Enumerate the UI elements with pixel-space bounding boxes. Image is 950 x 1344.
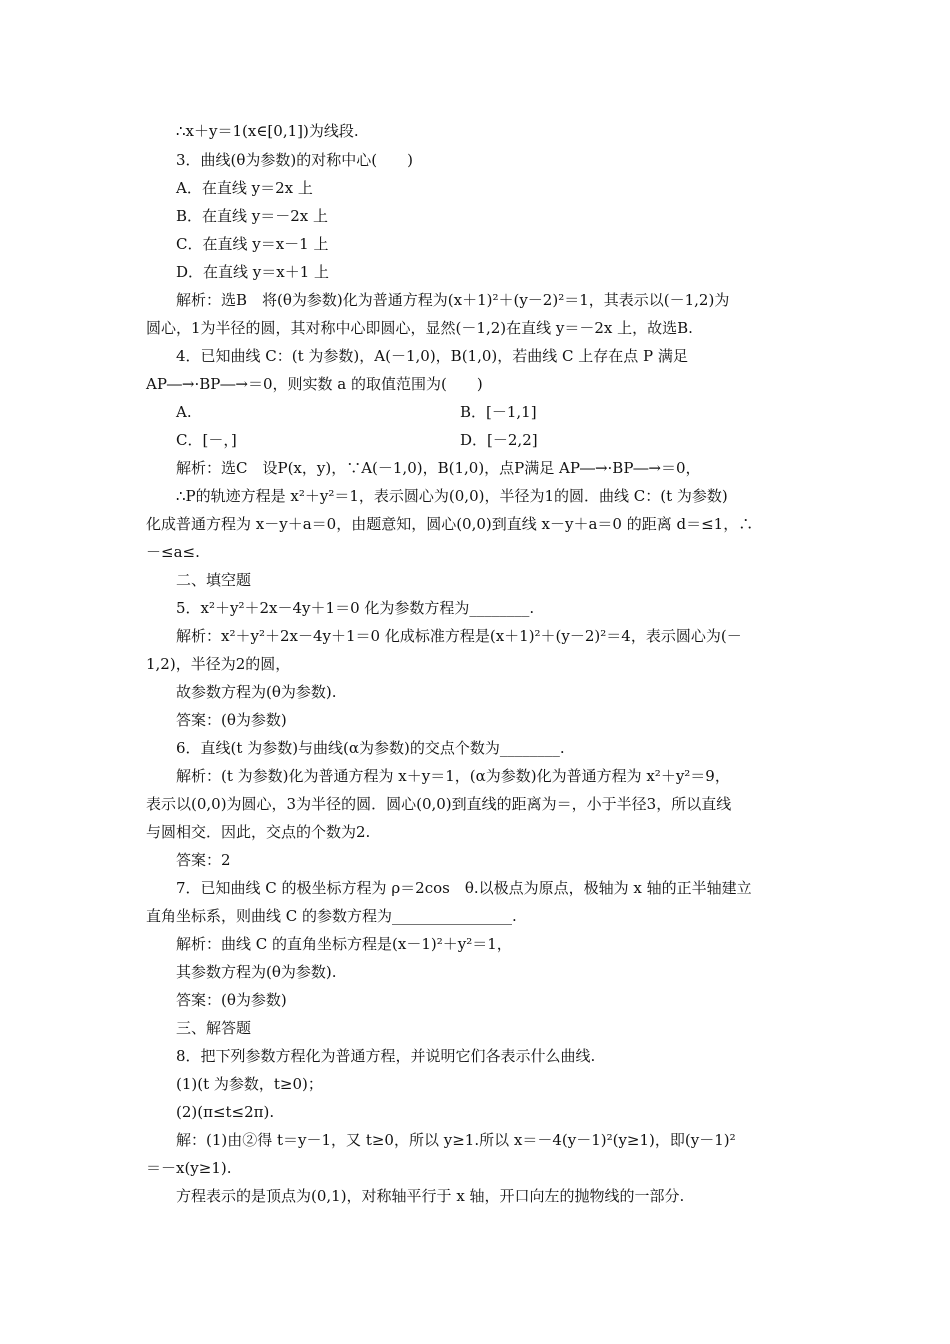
option-c: C．在直线 y＝x－1 上 [176,235,329,253]
question-4-cont: AP―→·BP―→＝0，则实数 a 的取值范围为( ) [146,375,483,393]
analysis-text: 圆心，1为半径的圆，其对称中心即圆心，显然(－1,2)在直线 y＝－2x 上，故选B. [146,319,693,337]
analysis-text: 表示以(0,0)为圆心，3为半径的圆．圆心(0,0)到直线的距离为＝，小于半径3，所以直线 [146,795,732,813]
solution-text: 解：(1)由②得 t＝y－1，又 t≥0，所以 y≥1.所以 x＝－4(y－1)²(y≥1)，即(y－1)² [176,1131,736,1149]
question-5: 5．x²＋y²＋2x－4y＋1＝0 化为参数方程为________. [176,599,535,617]
sub-question: (1)(t 为参数，t≥0)； [176,1075,323,1093]
option-b: B．在直线 y＝－2x 上 [176,207,329,225]
question-4: 4．已知曲线 C：(t 为参数)，A(－1,0)，B(1,0)，若曲线 C 上存在点 P 满足 [176,347,688,365]
question-3: 3．曲线(θ为参数)的对称中心( ) [176,151,413,169]
analysis-text: ∴P的轨迹方程是 x²＋y²＝1，表示圆心为(0,0)，半径为1的圆．曲线 C：(t 为参数) [176,487,728,505]
question-7: 7．已知曲线 C 的极坐标方程为 ρ＝2cos θ.以极点为原点，极轴为 x 轴的正半轴建立 [176,879,752,897]
question-8: 8．把下列参数方程化为普通方程，并说明它们各表示什么曲线. [176,1047,596,1065]
analysis-text: 解析：(t 为参数)化为普通方程为 x＋y＝1，(α为参数)化为普通方程为 x²＋y²＝9， [176,767,730,785]
analysis-text: 故参数方程为(θ为参数). [176,683,337,701]
analysis-text: 1,2)，半径为2的圆， [146,655,291,673]
analysis-text: 解析：选B 将(θ为参数)化为普通方程为(x＋1)²＋(y－2)²＝1，其表示以(－1,2)为 [176,291,730,309]
option-d: D．在直线 y＝x＋1 上 [176,263,330,281]
analysis-text: －≤a≤. [146,543,200,561]
analysis-text: 解析：选C 设P(x，y)，∵A(－1,0)，B(1,0)，点P满足 AP―→·BP―→＝0， [176,459,701,477]
option-d: D．[－2,2] [460,431,538,449]
analysis-text: 解析：x²＋y²＋2x－4y＋1＝0 化成标准方程是(x＋1)²＋(y－2)²＝4，表示圆心为(－ [176,627,742,645]
section-heading: 二、填空题 [176,571,252,589]
sub-question: (2)(π≤t≤2π). [176,1103,275,1121]
analysis-text: 化成普通方程为 x－y＋a＝0，由题意知，圆心(0,0)到直线 x－y＋a＝0 的距离 d＝≤1，∴ [146,515,754,533]
analysis-text: 解析：曲线 C 的直角坐标方程是(x－1)²＋y²＝1， [176,935,512,953]
question-7-cont: 直角坐标系，则曲线 C 的参数方程为________________. [146,907,517,925]
solution-text: ＝－x(y≥1). [146,1159,232,1177]
answer-text: 答案：2 [176,851,231,869]
option-b: B．[－1,1] [460,403,537,421]
text-line: ∴x＋y＝1(x∈[0,1])为线段. [176,122,359,140]
answer-text: 答案：(θ为参数) [176,991,287,1009]
section-heading: 三、解答题 [176,1019,252,1037]
answer-text: 答案：(θ为参数) [176,711,287,729]
analysis-text: 与圆相交．因此，交点的个数为2. [146,823,371,841]
option-c: C．[－，] [176,431,237,449]
question-6: 6．直线(t 为参数)与曲线(α为参数)的交点个数为________. [176,739,565,757]
analysis-text: 其参数方程为(θ为参数). [176,963,337,981]
option-a: A．在直线 y＝2x 上 [176,179,313,197]
option-a: A. [176,403,192,421]
solution-text: 方程表示的是顶点为(0,1)，对称轴平行于 x 轴，开口向左的抛物线的一部分. [176,1187,685,1205]
